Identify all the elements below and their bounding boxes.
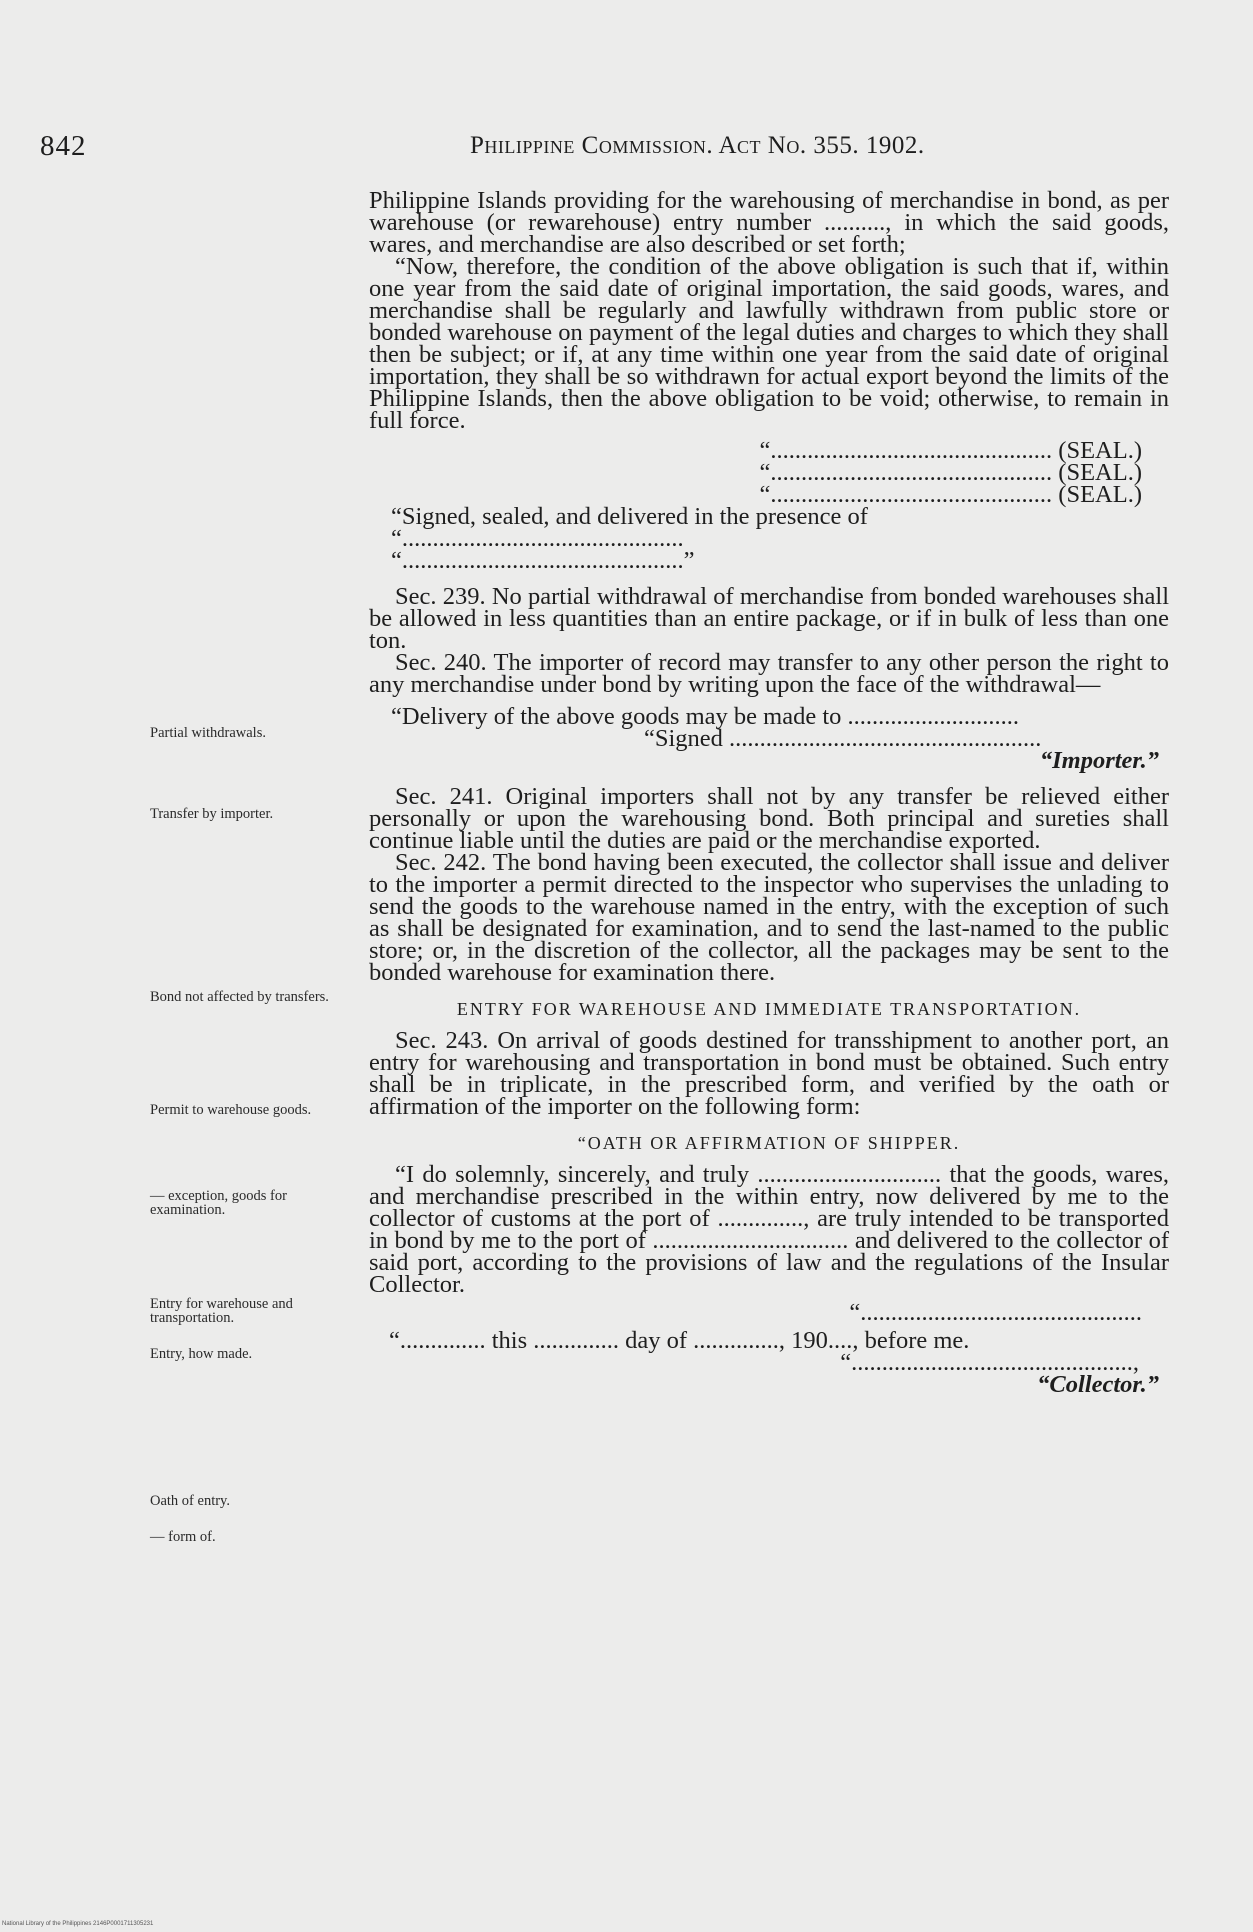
seal-line-2: “.............................................. (SEAL.) [759,459,1142,486]
oath-form: “I do solemnly, sincerely, and truly .............................. that the goods, wares, and merchandise prescribed in the within entry, now delivered by me to the collector of customs at the port of .............., are truly intended to be transported in bond by me to the port of ................................ and delivered to the collector of said port, according to the provisions of law and the regulations of the Insular Collector. [369,1161,1169,1298]
section-239: Sec. 239. No partial withdrawal of merchandise from bonded warehouses shall be allowed in less quantities than an entire package, or if in bulk of less than one ton. [369,583,1169,654]
heading-entry-for-warehouse: ENTRY FOR WAREHOUSE AND IMMEDIATE TRANSPORTATION. [456,999,1082,1019]
margin-note-entry-how-made: Entry, how made. [150,1346,253,1362]
paragraph-condition: “Now, therefore, the condition of the above obligation is such that if, within one year from the said date of original importation, the said goods, wares, and merchandise shall be regularly and lawfully withdrawn from public store or bonded warehouse on payment of the legal duties and charges to which they shall then be subject; or if, at any time within one year from the said date of original importation, they shall be so withdrawn for actual export beyond the limits of the Philippine Islands, then the above obligation to be void; otherwise, to remain in full force. [369,253,1169,434]
witness-line-1: “.............................................. [391,525,684,552]
margin-note-partial-withdrawals: Partial withdrawals. [150,725,266,741]
margin-note-permit-to-warehouse: Permit to warehouse goods. [150,1102,312,1118]
section-241: Sec. 241. Original importers shall not by any transfer be relieved either personally or upon the warehousing bond. Both principal and sureties shall continue liable until the duties are paid or the merchandise exported. [369,783,1169,854]
witness-line-2: “..............................................” [391,547,695,574]
section-242: Sec. 242. The bond having been executed, the collector shall issue and deliver to the importer a permit directed to the inspector who supervises the unlading to send the goods to the warehouse named in the entry, with the exception of such as shall be designated for examination, and to send the last-named to the public store; or, in the discretion of the collector, all the packages may be sent to the bonded warehouse for examination there. [369,849,1169,986]
seal-block [369,437,1169,508]
this-day-line: “.............. this .............. day of .............., 190...., before me. [389,1327,970,1354]
paragraph-warehousing: Philippine Islands providing for the warehousing of merchandise in bond, as per warehouse (or rewarehouse) entry number .........., in which the said goods, wares, and merchandise are also described or set forth; [369,187,1169,258]
footer-credit: National Library of the Philippines 2146P0001711305231 [2,1921,154,1927]
collector-label: “Collector.” [1037,1371,1159,1398]
margin-note-entry-for-warehouse: Entry for warehouse and transportation. [150,1296,293,1326]
delivery-line: “Delivery of the above goods may be made to ............................ [391,703,1020,730]
importer-label: “Importer.” [1039,747,1159,774]
seal-line-1: “.............................................. (SEAL.) [759,437,1142,464]
signed-sealed-delivered: “Signed, sealed, and delivered in the presence of [391,503,868,530]
margin-note-transfer-by-importer: Transfer by importer. [150,806,274,822]
margin-note-exception: — exception, goods for examination. [150,1188,287,1218]
signature-line: “.............................................. [849,1299,1142,1326]
page-number: 842 [40,130,87,162]
margin-note-form-of: — form of. [150,1529,216,1545]
page-header [0,130,1253,170]
heading-oath-of-shipper: “OATH OR AFFIRMATION OF SHIPPER. [577,1133,961,1153]
collector-signature-line: “.............................................., [840,1349,1139,1376]
body-text [369,187,1169,1398]
margin-note-oath-of-entry: Oath of entry. [150,1493,230,1509]
running-head: Philippine Commission. Act No. 355. 1902. [470,132,925,159]
seal-line-3: “.............................................. (SEAL.) [759,481,1142,508]
section-243: Sec. 243. On arrival of goods destined for transshipment to another port, an entry for warehousing and transportation in bond must be obtained. Such entry shall be in triplicate, in the prescribed form, and verified by the oath or affirmation of the importer on the following form: [369,1027,1169,1120]
signed-line: “Signed ................................................... [644,725,1042,752]
margin-note-bond-not-affected: Bond not affected by transfers. [150,989,329,1005]
section-240: Sec. 240. The importer of record may transfer to any other person the right to any merchandise under bond by writing upon the face of the withdrawal— [369,649,1169,698]
